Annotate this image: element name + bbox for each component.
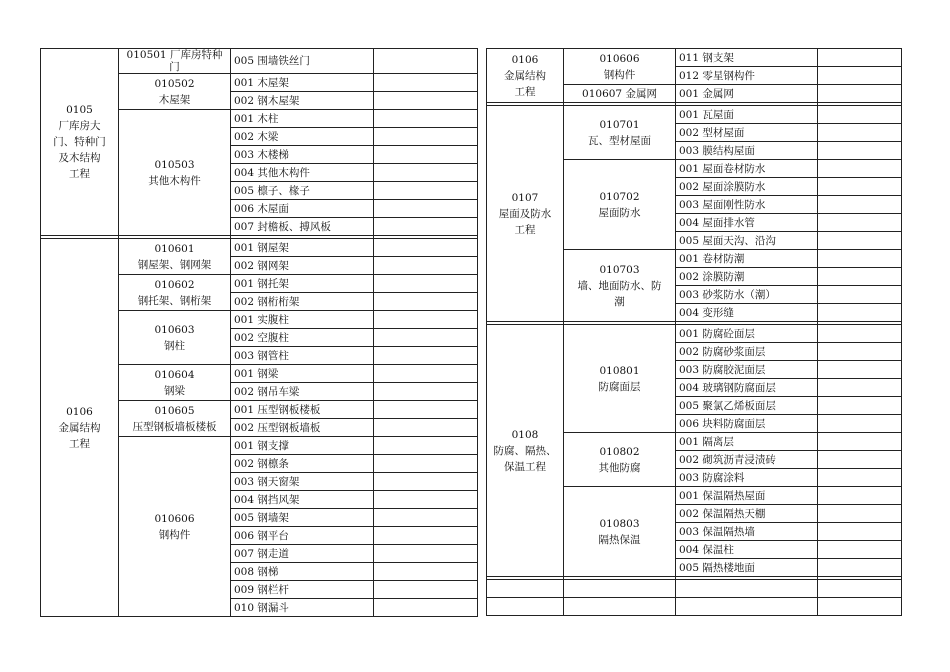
empty-cell	[374, 92, 478, 110]
chapter-cell	[487, 325, 564, 577]
empty-cell	[818, 505, 902, 523]
label-line: 010703	[599, 263, 640, 276]
label-line: 0108	[511, 428, 539, 441]
empty-cell	[374, 473, 478, 491]
empty-cell	[374, 401, 478, 419]
empty-cell	[818, 325, 902, 343]
item-cell: 001 钢屋架	[231, 239, 374, 257]
empty-cell	[374, 164, 478, 182]
item-cell: 002 钢木屋架	[231, 92, 374, 110]
empty-cell	[374, 347, 478, 365]
item-cell: 005 钢墙架	[231, 509, 374, 527]
section-cell	[564, 85, 676, 103]
item-cell: 002 钢檩条	[231, 455, 374, 473]
empty-cell	[374, 455, 478, 473]
empty-cell	[818, 49, 902, 67]
label-line: 0107	[511, 191, 539, 204]
label-line: 防腐面层	[598, 380, 641, 393]
item-cell: 001 实腹柱	[231, 311, 374, 329]
item-cell: 005 檩子、椽子	[231, 182, 374, 200]
empty-cell	[818, 214, 902, 232]
item-cell: 007 钢走道	[231, 545, 374, 563]
right-table	[486, 48, 902, 616]
empty-cell	[818, 487, 902, 505]
item-cell: 005 聚氯乙烯板面层	[676, 397, 818, 415]
empty-cell	[818, 67, 902, 85]
empty-cell	[676, 598, 818, 616]
item-cell: 002 砌筑沥青浸渍砖	[676, 451, 818, 469]
empty-cell	[374, 419, 478, 437]
empty-cell	[818, 397, 902, 415]
empty-cell	[818, 250, 902, 268]
item-cell: 005 围墙铁丝门	[231, 49, 374, 74]
item-cell: 001 保温隔热屋面	[676, 487, 818, 505]
empty-cell	[818, 106, 902, 124]
label-line: 屋面及防水	[498, 207, 552, 220]
empty-cell	[487, 580, 564, 598]
empty-cell	[374, 257, 478, 275]
empty-cell	[374, 599, 478, 617]
item-cell: 001 压型钢板楼板	[231, 401, 374, 419]
empty-cell	[374, 293, 478, 311]
empty-cell	[374, 239, 478, 257]
label-line: 010607 金属网	[582, 87, 657, 100]
empty-cell	[487, 598, 564, 616]
empty-cell	[818, 361, 902, 379]
empty-cell	[818, 598, 902, 616]
label-line: 工程	[69, 168, 90, 180]
section-cell	[564, 325, 676, 433]
empty-cell	[564, 580, 676, 598]
label-line: 0106	[66, 405, 93, 418]
label-line: 010502	[154, 77, 195, 90]
item-cell: 003 防腐胶泥面层	[676, 361, 818, 379]
section-cell	[564, 49, 676, 85]
label-line: 压型钢板墙板楼板	[132, 420, 217, 433]
left-quota-table	[40, 48, 477, 617]
label-line: 010604	[154, 368, 195, 381]
label-line: 0105	[66, 104, 93, 116]
empty-cell	[374, 182, 478, 200]
item-cell: 001 隔离层	[676, 433, 818, 451]
item-cell: 004 钢挡风架	[231, 491, 374, 509]
empty-cell	[818, 232, 902, 250]
chapter-cell	[487, 106, 564, 322]
label-line: 其他木构件	[148, 174, 201, 187]
empty-cell	[374, 437, 478, 455]
empty-cell	[818, 178, 902, 196]
empty-cell	[374, 365, 478, 383]
label-line: 010803	[599, 517, 640, 530]
item-cell: 004 屋面排水管	[676, 214, 818, 232]
item-cell: 010 钢漏斗	[231, 599, 374, 617]
empty-cell	[818, 142, 902, 160]
section-cell	[564, 106, 676, 160]
label-line: 010802	[599, 445, 640, 458]
empty-cell	[818, 415, 902, 433]
item-cell: 001 防腐砼面层	[676, 325, 818, 343]
item-cell: 002 型材屋面	[676, 124, 818, 142]
item-cell: 002 钢桁桁架	[231, 293, 374, 311]
label-line: 010606	[599, 52, 640, 65]
item-cell: 002 屋面涂膜防水	[676, 178, 818, 196]
label-line: 010801	[599, 364, 640, 377]
empty-cell	[374, 545, 478, 563]
item-cell: 012 零星钢构件	[676, 67, 818, 85]
label-line: 010701	[599, 118, 640, 131]
item-cell: 003 钢管柱	[231, 347, 374, 365]
label-line: 工程	[69, 437, 90, 450]
label-line: 钢梁	[164, 384, 185, 397]
empty-cell	[564, 598, 676, 616]
section-cell	[119, 239, 231, 275]
empty-cell	[374, 49, 478, 74]
label-line: 墙、地面防水、防	[577, 279, 662, 292]
label-line: 工程	[514, 85, 536, 98]
item-cell: 001 钢托架	[231, 275, 374, 293]
label-line: 010605	[154, 404, 195, 417]
table-row	[41, 239, 478, 257]
label-line: 钢托架、钢桁架	[137, 294, 212, 307]
label-line: 010501 厂库房特种门	[126, 49, 223, 73]
section-cell	[119, 365, 231, 401]
item-cell: 008 钢梯	[231, 563, 374, 581]
item-cell: 004 其他木构件	[231, 164, 374, 182]
item-cell: 003 砂浆防水（潮）	[676, 286, 818, 304]
item-cell: 003 防腐涂料	[676, 469, 818, 487]
item-cell: 003 木楼梯	[231, 146, 374, 164]
empty-cell	[818, 559, 902, 577]
empty-cell	[374, 563, 478, 581]
label-line: 屋面防水	[598, 206, 641, 219]
section-cell	[564, 160, 676, 250]
item-cell: 002 钢网架	[231, 257, 374, 275]
item-cell: 003 屋面刚性防水	[676, 196, 818, 214]
label-line: 木屋架	[158, 93, 191, 106]
item-cell: 011 钢支架	[676, 49, 818, 67]
empty-cell	[374, 218, 478, 236]
empty-cell	[818, 580, 902, 598]
empty-cell	[374, 509, 478, 527]
table-row	[487, 106, 902, 124]
item-cell: 004 变形缝	[676, 304, 818, 322]
item-cell: 001 瓦屋面	[676, 106, 818, 124]
item-cell: 001 金属网	[676, 85, 818, 103]
section-cell	[564, 487, 676, 577]
item-cell: 006 木屋面	[231, 200, 374, 218]
empty-cell	[374, 311, 478, 329]
item-cell: 007 封檐板、搏风板	[231, 218, 374, 236]
item-cell: 006 钢平台	[231, 527, 374, 545]
right-quota-table	[486, 48, 901, 616]
item-cell: 002 钢吊车梁	[231, 383, 374, 401]
item-cell: 001 卷材防潮	[676, 250, 818, 268]
label-line: 工程	[514, 223, 536, 236]
label-line: 隔热保温	[598, 533, 641, 546]
empty-cell	[374, 110, 478, 128]
label-line: 010601	[154, 242, 195, 255]
section-cell	[564, 250, 676, 322]
empty-cell	[374, 329, 478, 347]
section-cell	[119, 275, 231, 311]
empty-cell	[818, 85, 902, 103]
empty-cell	[818, 268, 902, 286]
empty-cell	[818, 196, 902, 214]
label-line: 钢屋架、钢网架	[137, 258, 212, 271]
empty-cell	[818, 379, 902, 397]
empty-cell	[818, 286, 902, 304]
chapter-cell	[41, 49, 119, 236]
section-cell	[564, 433, 676, 487]
label-line: 其他防腐	[598, 461, 641, 474]
label-line: 及木结构	[58, 152, 101, 164]
item-cell: 001 钢梁	[231, 365, 374, 383]
blank-row	[487, 598, 902, 616]
item-cell: 003 保温隔热墙	[676, 523, 818, 541]
label-line: 010702	[599, 190, 640, 203]
item-cell: 005 隔热楼地面	[676, 559, 818, 577]
label-line: 厂库房大	[58, 120, 101, 132]
empty-cell	[374, 200, 478, 218]
table-row	[487, 49, 902, 67]
chapter-cell	[41, 239, 119, 617]
left-table	[40, 48, 478, 617]
section-cell	[119, 311, 231, 365]
label-line: 钢构件	[603, 68, 636, 81]
label-line: 金属结构	[58, 421, 101, 434]
section-cell	[119, 74, 231, 110]
item-cell: 009 钢栏杆	[231, 581, 374, 599]
empty-cell	[374, 527, 478, 545]
empty-cell	[374, 581, 478, 599]
item-cell: 003 膜结构屋面	[676, 142, 818, 160]
item-cell: 001 钢支撑	[231, 437, 374, 455]
item-cell: 005 屋面天沟、沿沟	[676, 232, 818, 250]
table-row	[487, 325, 902, 343]
label-line: 010603	[154, 323, 195, 336]
empty-cell	[818, 433, 902, 451]
empty-cell	[374, 146, 478, 164]
empty-cell	[818, 523, 902, 541]
label-line: 010606	[154, 512, 195, 525]
item-cell: 004 玻璃钢防腐面层	[676, 379, 818, 397]
label-line: 保温工程	[504, 460, 546, 473]
label-line: 潮	[614, 295, 625, 308]
item-cell: 002 木梁	[231, 128, 374, 146]
empty-cell	[676, 580, 818, 598]
item-cell: 001 木柱	[231, 110, 374, 128]
empty-cell	[818, 160, 902, 178]
label-line: 瓦、型材屋面	[588, 134, 651, 147]
empty-cell	[374, 128, 478, 146]
item-cell: 002 涂膜防潮	[676, 268, 818, 286]
label-line: 0106	[511, 53, 539, 66]
label-line: 010602	[154, 278, 195, 291]
label-line: 钢柱	[164, 339, 185, 352]
item-cell: 001 屋面卷材防水	[676, 160, 818, 178]
empty-cell	[818, 304, 902, 322]
label-line: 钢构件	[158, 528, 191, 541]
blank-row	[487, 580, 902, 598]
table-row	[41, 49, 478, 74]
empty-cell	[818, 451, 902, 469]
empty-cell	[374, 275, 478, 293]
item-cell: 004 保温柱	[676, 541, 818, 559]
empty-cell	[818, 469, 902, 487]
section-cell	[119, 401, 231, 437]
empty-cell	[818, 541, 902, 559]
section-cell	[119, 437, 231, 617]
item-cell: 006 块料防腐面层	[676, 415, 818, 433]
item-cell: 002 防腐砂浆面层	[676, 343, 818, 361]
label-line: 金属结构	[504, 69, 546, 82]
item-cell: 002 空腹柱	[231, 329, 374, 347]
empty-cell	[374, 383, 478, 401]
label-line: 门、特种门	[53, 136, 106, 148]
section-cell	[119, 110, 231, 236]
item-cell: 002 保温隔热天棚	[676, 505, 818, 523]
label-line: 防腐、隔热、	[493, 444, 557, 457]
section-cell	[119, 49, 231, 74]
chapter-cell	[487, 49, 564, 103]
label-line: 010503	[154, 158, 195, 171]
empty-cell	[818, 124, 902, 142]
item-cell: 001 木屋架	[231, 74, 374, 92]
empty-cell	[374, 74, 478, 92]
item-cell: 003 钢天窗架	[231, 473, 374, 491]
empty-cell	[374, 491, 478, 509]
item-cell: 002 压型钢板墙板	[231, 419, 374, 437]
empty-cell	[818, 343, 902, 361]
